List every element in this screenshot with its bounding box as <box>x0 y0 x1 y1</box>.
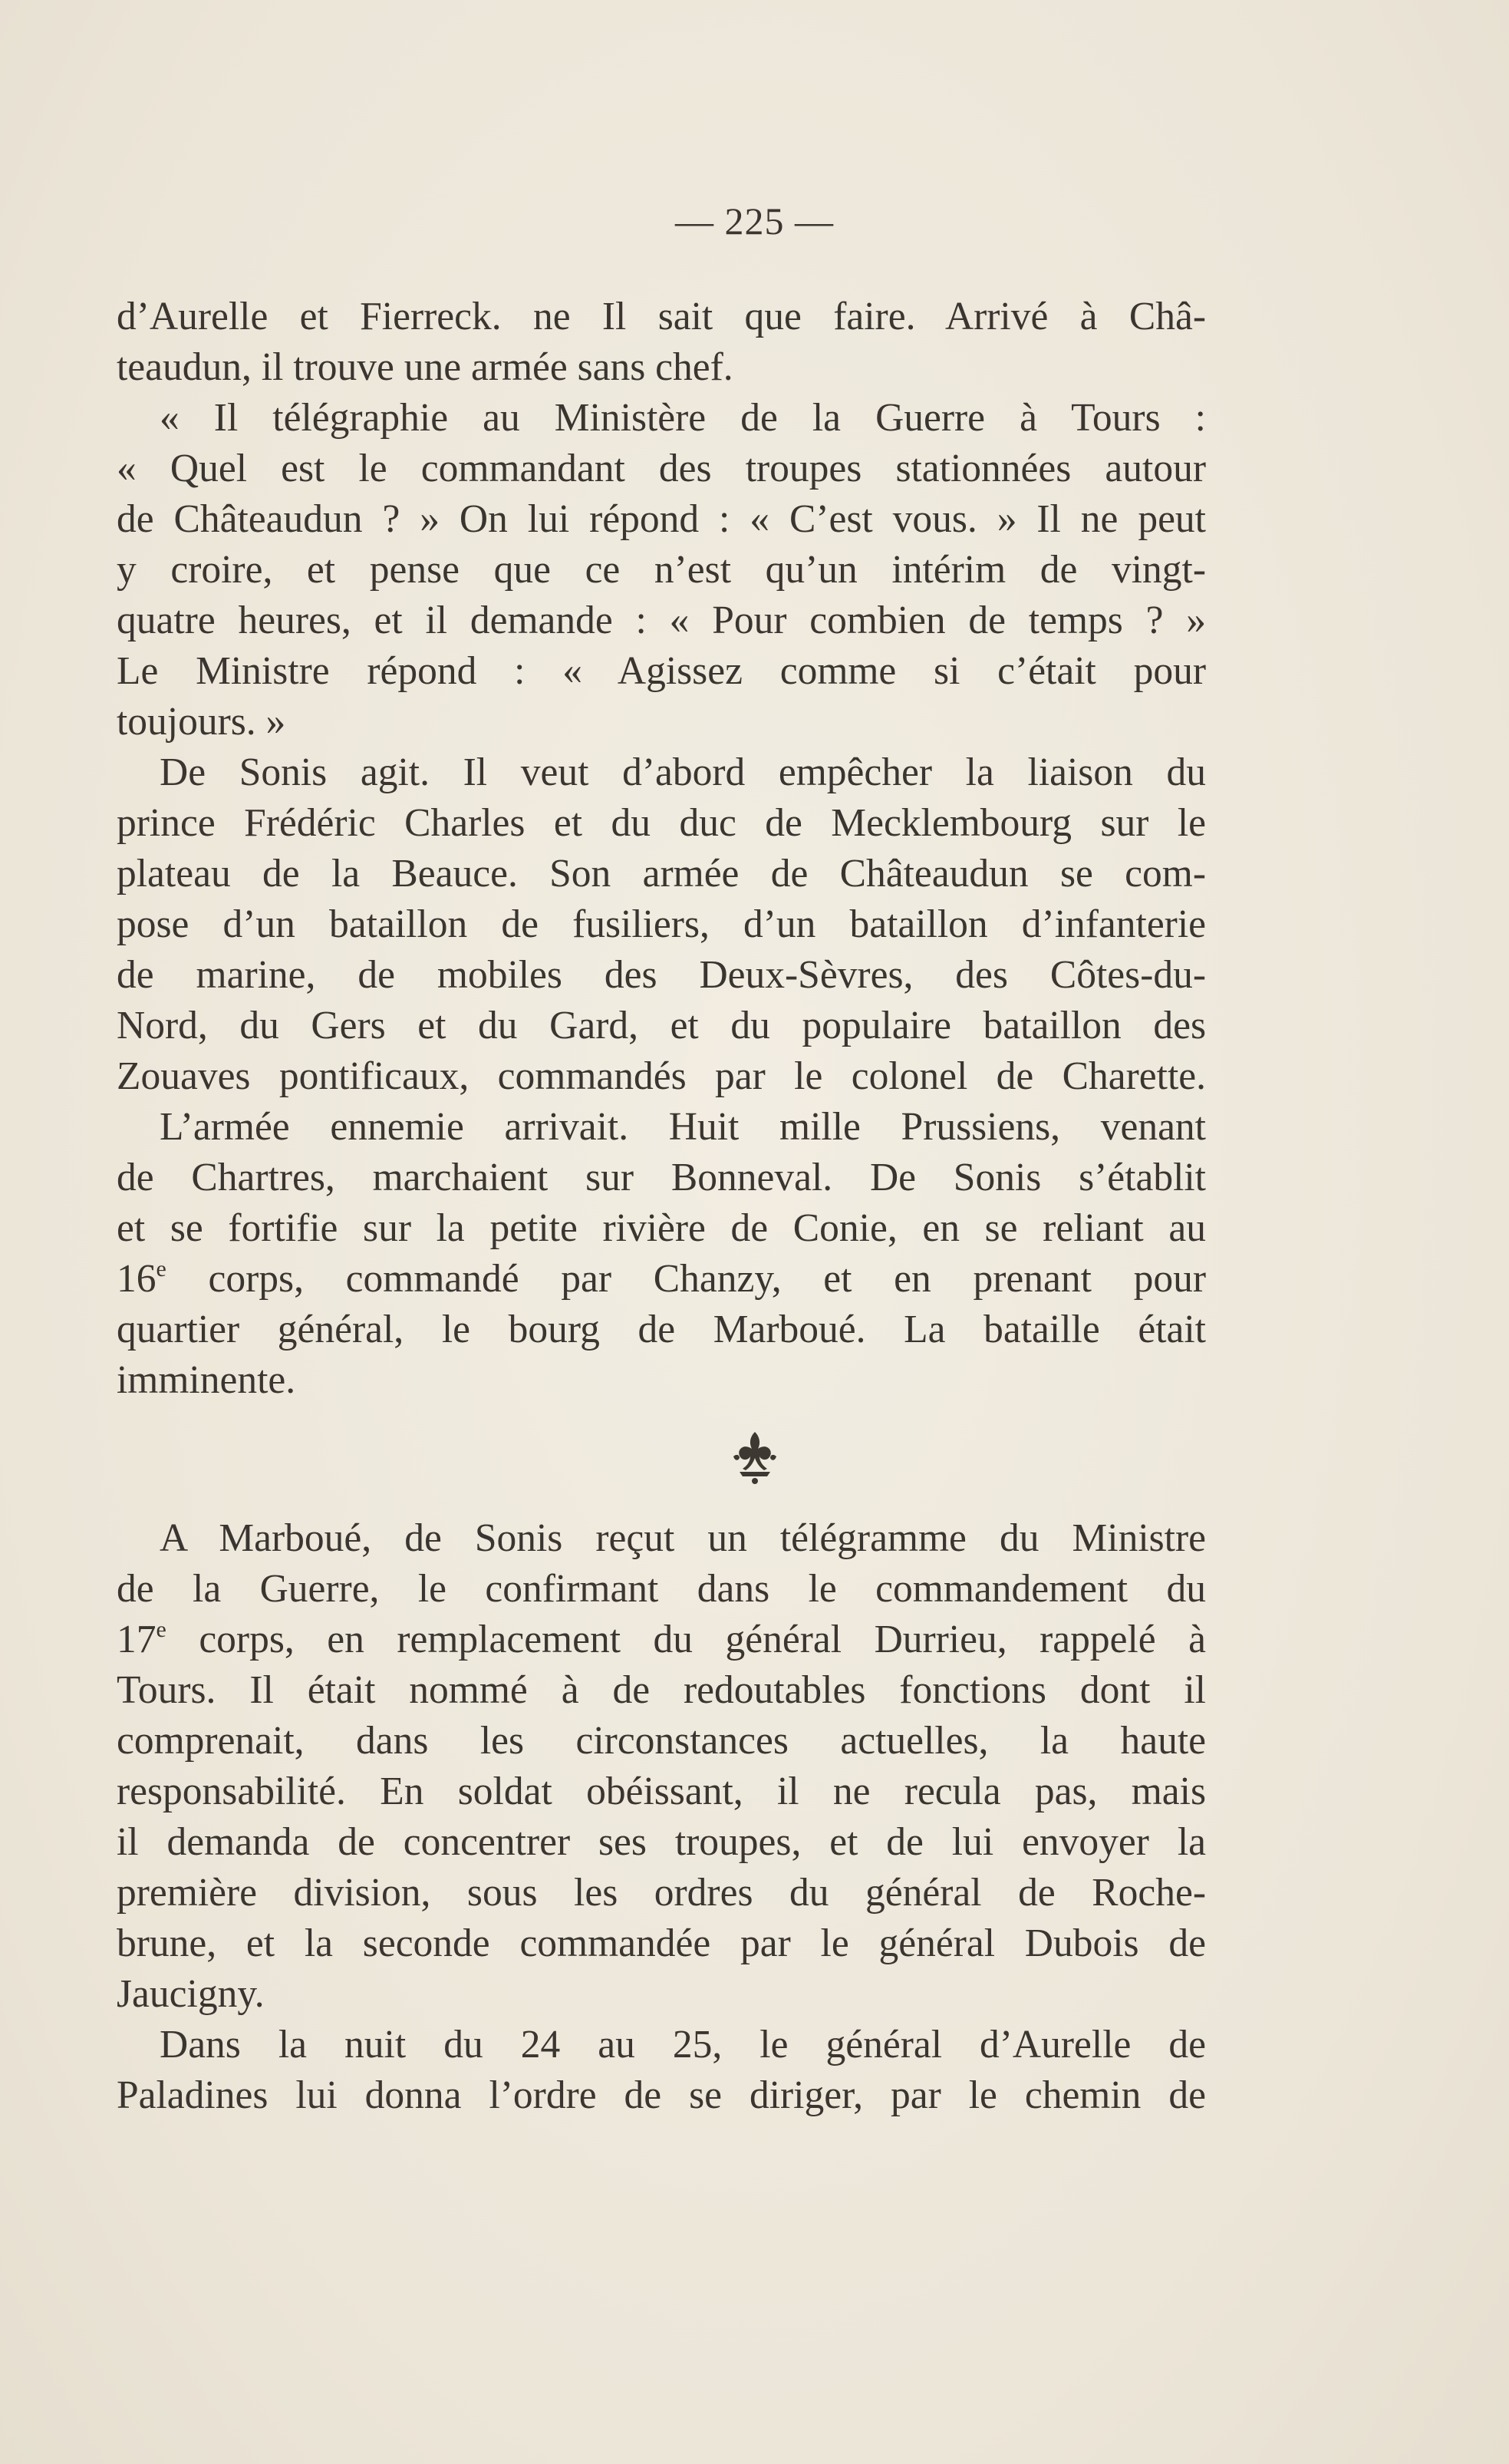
text-line: « Quel est le commandant des troupes stationnées autour <box>117 447 1206 490</box>
text-block-top <box>117 292 1206 1406</box>
text-line: et se fortifie sur la petite rivière de Conie, en se reliant au <box>117 1206 1206 1250</box>
text-line: Tours. Il était nommé à de redoutables fonctions dont il <box>117 1668 1206 1712</box>
text-line: A Marboué, de Sonis reçut un télégramme du Ministre <box>160 1516 1206 1560</box>
text-line: responsabilité. En soldat obéissant, il ne recula pas, mais <box>117 1770 1206 1813</box>
text-line: brune, et la seconde commandée par le général Dubois de <box>117 1921 1206 1965</box>
ordinal-suffix: e <box>156 1256 166 1281</box>
text-line: de marine, de mobiles des Deux-Sèvres, des Côtes-du- <box>117 953 1206 997</box>
ordinal-number: 16 <box>117 1257 157 1301</box>
text-line-rest: corps, en remplacement du général Durrieu, rappelé à <box>199 1618 1206 1661</box>
text-line: L’armée ennemie arrivait. Huit mille Prussiens, venant <box>160 1105 1206 1149</box>
text-line: il demanda de concentrer ses troupes, et de lui envoyer la <box>117 1820 1206 1864</box>
ordinal-number: 17 <box>117 1618 157 1661</box>
text-line: Jaucigny. <box>117 1972 265 2016</box>
text-line: « Il télégraphie au Ministère de la Guerre à Tours : <box>160 396 1206 440</box>
text-line-rest: corps, commandé par Chanzy, et en prenant pour <box>208 1257 1206 1301</box>
text-line: imminente. <box>117 1358 296 1402</box>
ordinal-suffix: e <box>156 1617 166 1642</box>
text-line: teaudun, il trouve une armée sans chef. <box>117 345 733 389</box>
text-line: toujours. » <box>117 700 286 744</box>
text-line: Paladines lui donna l’ordre de se diriger, par le chemin de <box>117 2073 1206 2117</box>
text-line: quartier général, le bourg de Marboué. La bataille était <box>117 1308 1206 1351</box>
text-line: de la Guerre, le confirmant dans le commandement du <box>117 1567 1206 1611</box>
text-line: comprenait, dans les circonstances actuelles, la haute <box>117 1719 1206 1763</box>
text-line: Dans la nuit du 24 au 25, le général d’Aurelle de <box>160 2023 1206 2067</box>
text-line: Nord, du Gers et du Gard, et du populaire bataillon des <box>117 1004 1206 1047</box>
text-line: De Sonis agit. Il veut d’abord empêcher la liaison du <box>160 750 1206 794</box>
text-line: plateau de la Beauce. Son armée de Châteaudun se com- <box>117 852 1206 896</box>
text-line <box>117 1615 1206 1665</box>
text-line: de Châteaudun ? » On lui répond : « C’est vous. » Il ne peut <box>117 497 1206 541</box>
text-line: Zouaves pontificaux, commandés par le colonel de Charette. <box>117 1054 1206 1098</box>
text-line: prince Frédéric Charles et du duc de Mecklembourg sur le <box>117 801 1206 845</box>
fleur-ornament-icon <box>724 1426 786 1487</box>
text-line: y croire, et pense que ce n’est qu’un intérim de vingt- <box>117 548 1206 592</box>
page-number: — 225 — <box>675 200 834 242</box>
text-line: pose d’un bataillon de fusiliers, d’un bataillon d’infanterie <box>117 902 1206 946</box>
text-line <box>117 1254 1206 1305</box>
text-line: quatre heures, et il demande : « Pour combien de temps ? » <box>117 599 1206 642</box>
text-line: Le Ministre répond : « Agissez comme si c’était pour <box>117 649 1206 693</box>
text-line: d’Aurelle et Fierreck. ne Il sait que faire. Arrivé à Châ- <box>117 295 1206 338</box>
text-line: de Chartres, marchaient sur Bonneval. De Sonis s’établit <box>117 1156 1206 1199</box>
text-block-bottom <box>117 1513 1206 2121</box>
text-line: première division, sous les ordres du général de Roche- <box>117 1871 1206 1915</box>
